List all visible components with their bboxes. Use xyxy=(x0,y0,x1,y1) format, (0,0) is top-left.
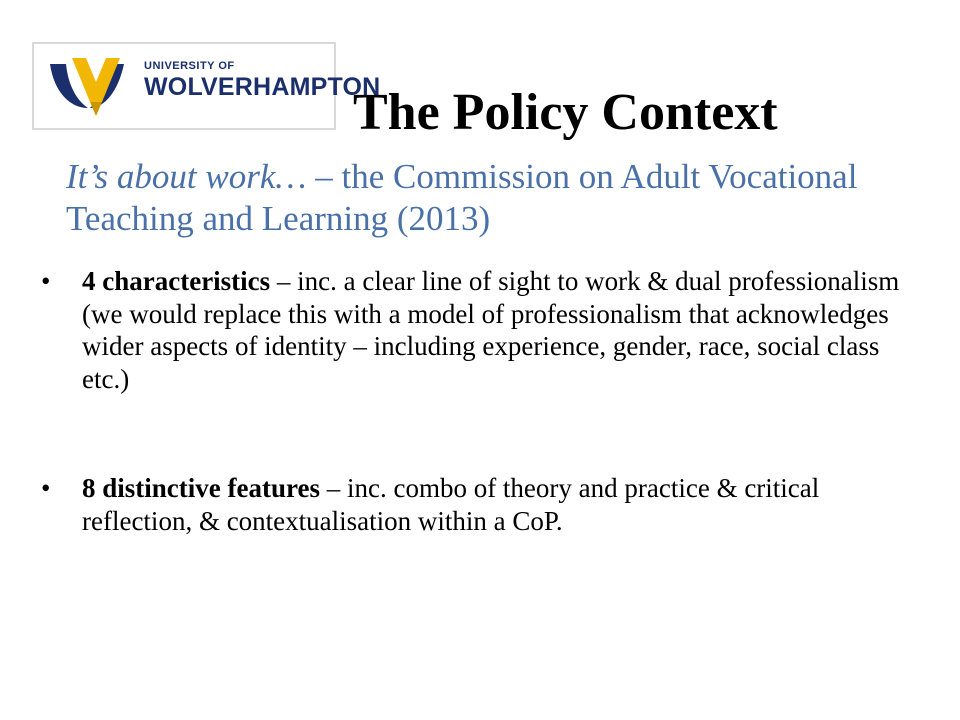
slide-title: The Policy Context xyxy=(353,84,778,141)
subtitle-italic: It’s about work… xyxy=(66,157,307,196)
bullet-dot-icon: • xyxy=(41,473,51,503)
slide-subtitle xyxy=(66,156,906,240)
wolverhampton-emblem-icon xyxy=(46,52,136,122)
logo-line-2: WOLVERHAMPTON xyxy=(144,73,381,101)
subtitle-text: – the Commission on Adult Vocational Teaching and Learning (2013) xyxy=(66,157,858,238)
bullet-text: – inc. combo of theory and practice & critical reflection, & contextualisation within a CoP. xyxy=(82,473,820,536)
bullet-heading: 8 distinctive features xyxy=(82,473,320,503)
bullet-text: – inc. a clear line of sight to work & dual professionalism (we would replace this with a model of professionalism that acknowledges wider aspects of identity – including experience, gender, race, social class etc.) xyxy=(82,266,900,394)
university-logo xyxy=(32,42,381,130)
logo-line-1: UNIVERSITY OF xyxy=(144,60,235,72)
bullet-features xyxy=(40,472,900,537)
bullet-dot-icon: • xyxy=(41,266,51,296)
logo-wordmark xyxy=(144,60,380,102)
bullet-characteristics xyxy=(40,265,900,395)
bullet-list xyxy=(40,265,900,537)
bullet-heading: 4 characteristics xyxy=(82,266,271,296)
